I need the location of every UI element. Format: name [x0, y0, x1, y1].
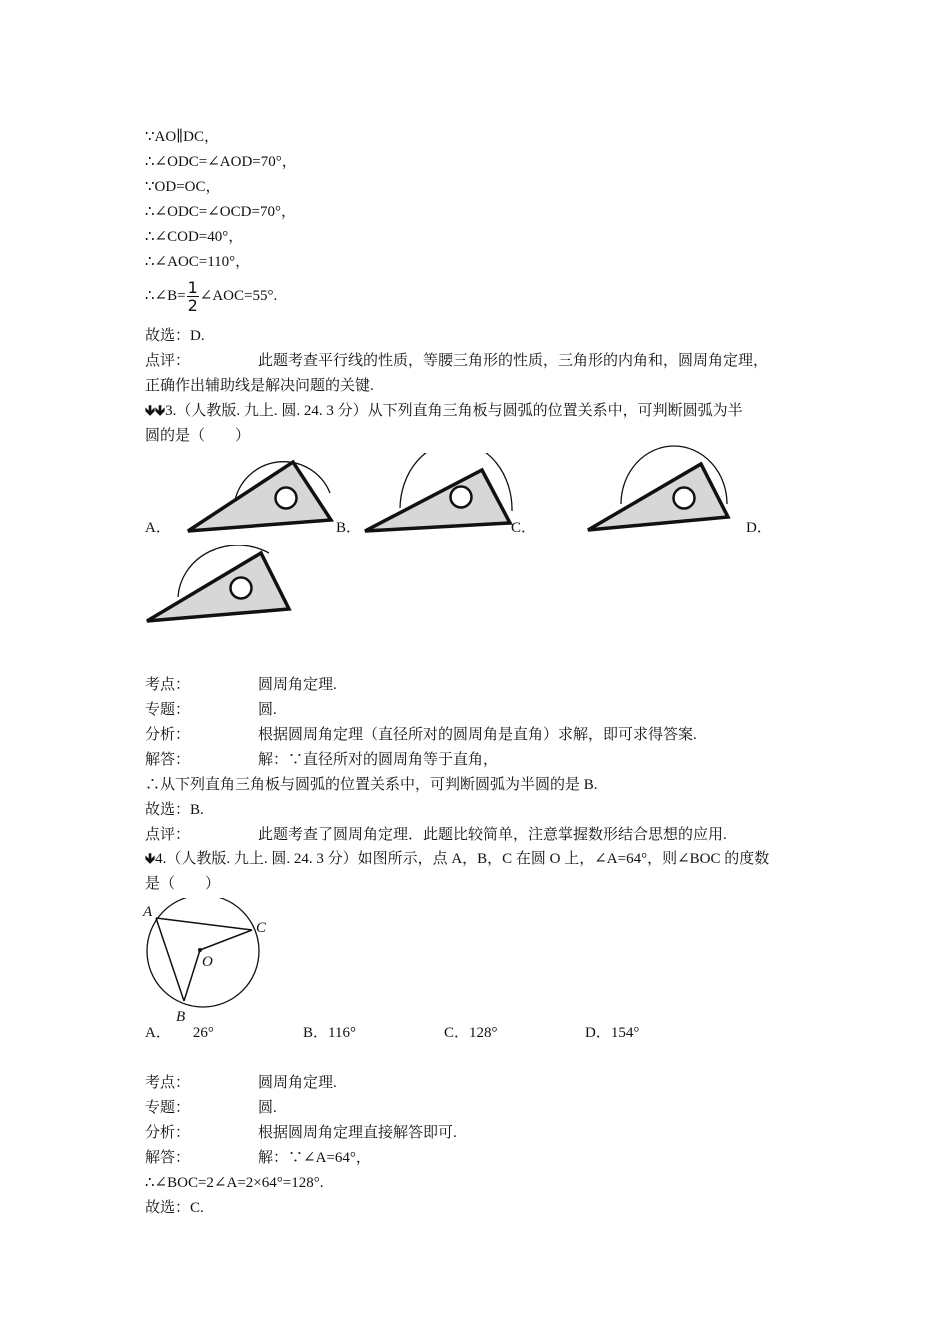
option-letter: B．: [303, 1025, 329, 1041]
point-c-label: C: [256, 920, 267, 936]
option-letter: D．: [585, 1025, 611, 1041]
analysis-label: 解答：: [145, 752, 191, 768]
analysis-label: 解答：: [145, 1150, 191, 1166]
question-4-stem-2: 是（ ）: [145, 876, 221, 892]
fraction-numerator: 1: [187, 278, 198, 298]
option-a-figure: [185, 455, 345, 535]
conclusion-line: ∴从下列直角三角板与圆弧的位置关系中，可判断圆弧为半圆的是 B.: [145, 777, 598, 793]
solution-line: ∴∠ODC=∠AOD=70°，: [145, 154, 297, 170]
option-a: [145, 1023, 214, 1043]
question-4-stem: [145, 849, 769, 869]
analysis-text: 圆.: [258, 702, 277, 718]
comment-line: [145, 351, 768, 371]
circle-figure: [140, 898, 275, 1023]
question-3-stem-2: 圆的是（ ）: [145, 428, 251, 444]
option-b-label: B．: [336, 520, 362, 536]
fraction: [187, 279, 199, 314]
answer-line: 故选：B.: [145, 802, 204, 818]
analysis-text: 解：∵∠A=64°，: [258, 1150, 371, 1166]
option-b-figure: [362, 453, 522, 535]
option-letter: C．: [444, 1025, 470, 1041]
option-d-figure: [144, 545, 304, 625]
solution-line: ∵OD=OC，: [145, 179, 221, 195]
option-value: 26°: [192, 1025, 214, 1041]
analysis-row: [145, 1073, 337, 1093]
option-a-label: A．: [145, 520, 171, 536]
answer-line: 故选：C.: [145, 1200, 204, 1216]
analysis-label: 专题：: [145, 702, 191, 718]
analysis-label: 考点：: [145, 1075, 191, 1091]
analysis-text: 根据圆周角定理直接解答即可.: [258, 1125, 457, 1141]
analysis-row: [145, 725, 697, 745]
analysis-label: 考点：: [145, 677, 191, 693]
analysis-label: 分析：: [145, 727, 191, 743]
analysis-label: 专题：: [145, 1100, 191, 1116]
option-value: 128°: [469, 1025, 498, 1041]
download-arrow-icon: 🡻: [145, 851, 156, 867]
option-c-label: C．: [511, 520, 537, 536]
analysis-row: [145, 1123, 457, 1143]
solution-final-line: [145, 278, 277, 314]
point-a-label: A: [143, 904, 153, 920]
solution-line: ∴∠COD=40°，: [145, 229, 244, 245]
analysis-row: [145, 1148, 371, 1168]
comment-text: 此题考查了圆周角定理．此题比较简单，注意掌握数形结合思想的应用.: [258, 827, 727, 843]
download-arrow-icon: 🡻🡻: [145, 403, 166, 419]
analysis-text: 圆周角定理.: [258, 1075, 337, 1091]
solution-line: ∵AO∥DC，: [145, 129, 219, 145]
analysis-row: [145, 675, 337, 695]
option-value: 154°: [610, 1025, 640, 1041]
final-suffix: ∠AOC=55°.: [199, 288, 278, 304]
comment-line-2: 正确作出辅助线是解决问题的关键.: [145, 378, 374, 394]
answer-line: 故选：D.: [145, 328, 205, 344]
analysis-label: 分析：: [145, 1125, 191, 1141]
comment-label: 点评：: [145, 827, 191, 843]
question-3-text: 3.（人教版. 九上. 圆. 24. 3 分）从下列直角三角板与圆弧的位置关系中，可判断圆弧为半: [165, 403, 743, 419]
analysis-text: 圆周角定理.: [258, 677, 337, 693]
conclusion-line: ∴∠BOC=2∠A=2×64°=128°.: [145, 1175, 324, 1191]
comment-label: 点评：: [145, 353, 191, 369]
solution-line: ∴∠ODC=∠OCD=70°，: [145, 204, 296, 220]
analysis-text: 根据圆周角定理（直径所对的圆周角是直角）求解，即可求得答案.: [258, 727, 697, 743]
option-value: 116°: [328, 1025, 356, 1041]
option-d: [585, 1023, 639, 1043]
option-letter: A．: [145, 1025, 171, 1041]
analysis-row: [145, 700, 277, 720]
question-4-text: 4.（人教版. 九上. 圆. 24. 3 分）如图所示，点 A，B，C 在圆 O 上，∠A=64°，则∠BOC 的度数: [155, 851, 770, 867]
analysis-text: 解：∵直径所对的圆周角等于直角，: [258, 752, 499, 768]
analysis-text: 圆.: [258, 1100, 277, 1116]
option-d-label: D．: [746, 520, 772, 536]
fraction-denominator: 2: [187, 296, 198, 316]
analysis-row: [145, 1098, 277, 1118]
point-o-label: O: [202, 954, 213, 970]
point-b-label: B: [176, 1009, 186, 1023]
comment-text: 此题考查平行线的性质，等腰三角形的性质，三角形的内角和，圆周角定理，: [258, 353, 769, 369]
question-3-stem: [145, 401, 743, 421]
comment-line: [145, 825, 727, 845]
final-prefix: ∴∠B=: [145, 288, 186, 304]
option-b: [303, 1023, 356, 1043]
analysis-row: [145, 750, 498, 770]
solution-line: ∴∠AOC=110°，: [145, 254, 251, 270]
option-c-figure: [585, 444, 745, 534]
option-c: [444, 1023, 498, 1043]
